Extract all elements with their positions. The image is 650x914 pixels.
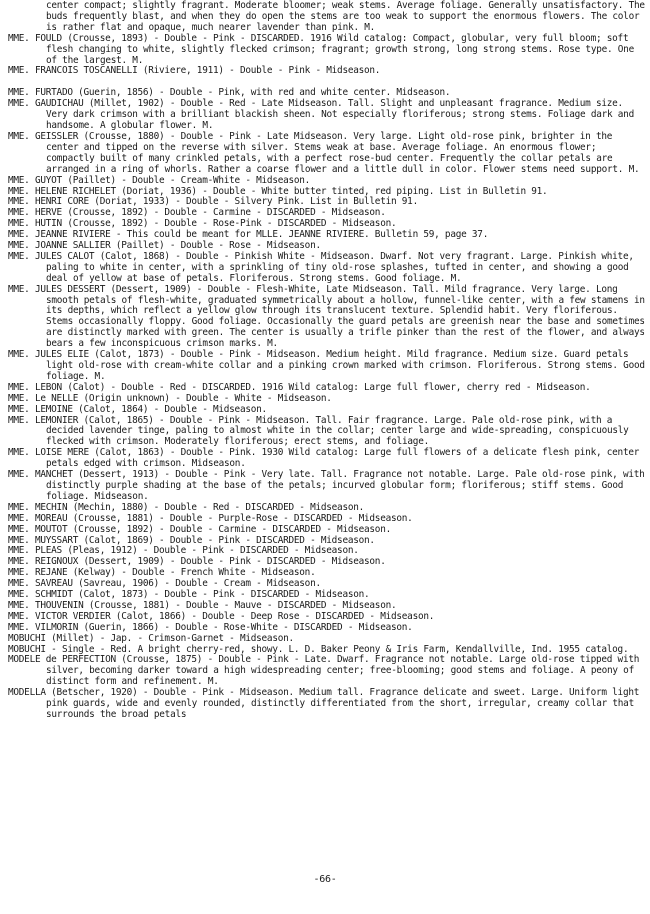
list-item: MME. GEISSLER (Crousse, 1880) - Double - Pink - Late Midseason. Very large. Light old-rose pink, brighter in the center and tipped on the reverse with silver. Stems weak at base. Average foliage. An enormous flower; compactly built of many crinkled petals, with a perfect rose-bud center. Frequently the collar petals are arranged in a ring of whorls. Rather a coarse flower and a little dull in color. Flower stems need support. M.: [8, 130, 640, 175]
list-item: MME. LEMONIER (Calot, 1865) - Double - Pink - Midseason. Tall. Fair fragrance. Large. Pale old-rose pink, with a decided lavender tinge, paling to almost white in the collar; center large and wide-spreading, conspicuously flecked with crimson. Moderately floriferous; erect stems, and foliage.: [8, 414, 629, 448]
list-item: MME. PLEAS (Pleas, 1912) - Double - Pink - DISCARDED - Midseason.: [8, 545, 359, 557]
list-item: MME. FURTADO (Guerin, 1856) - Double - Pink, with red and white center. Midseason.: [8, 87, 451, 99]
list-item: MME. HERVE (Crousse, 1892) - Double - Carmine - DISCARDED - Midseason.: [8, 207, 386, 219]
list-item: MME. JULES CALOT (Calot, 1868) - Double - Pinkish White - Midseason. Dwarf. Not very fragrant. Large. Pinkish white, paling to white in center, with a sprinkling of tiny old-rose splashes, tufted in center, and showing a good deal of yellow at base of petals. Floriferous. Strong stems. Good foliage. M.: [8, 250, 634, 284]
list-item: MME. VICTOR VERDIER (Calot, 1866) - Double - Deep Rose - DISCARDED - Midseason.: [8, 610, 435, 622]
list-item: MME. MOUTOT (Crousse, 1892) - Double - Carmine - DISCARDED - Midseason.: [8, 523, 391, 535]
list-item: MME. REIGNOUX (Dessert, 1909) - Double - Pink - DISCARDED - Midseason.: [8, 556, 386, 568]
list-item: MME. LOISE MERE (Calot, 1863) - Double - Pink. 1930 Wild catalog: Large full flowers of a delicate flesh pink, center petals edged with crimson. Midseason.: [8, 447, 640, 470]
list-item: MME. MECHIN (Mechin, 1880) - Double - Red - DISCARDED - Midseason.: [8, 501, 365, 513]
list-item: MOBUCHI (Millet) - Jap. - Crimson-Garnet - Midseason.: [8, 632, 294, 644]
list-item: MME. LEBON (Calot) - Double - Red - DISCARDED. 1916 Wild catalog: Large full flower, cherry red - Midseason.: [8, 381, 591, 393]
list-item: MOBUCHI - Single - Red. A bright cherry-red, showy. L. D. Baker Peony & Iris Farm, Kendallville, Ind. 1955 catalog.: [8, 643, 629, 655]
list-item: MME. MOREAU (Crousse, 1881) - Double - Purple-Rose - DISCARDED - Midseason.: [8, 512, 413, 524]
list-item: MODELE de PERFECTION (Crousse, 1875) - Double - Pink - Late. Dwarf. Fragrance not notable. Large old-rose tipped with silver, becoming darker toward a high widespreading center; free-blooming; good stems and foliage. A peony of distinct form and refinement. M.: [8, 654, 640, 688]
entry-list: [6, 1, 646, 721]
list-item: MME. VILMORIN (Guerin, 1866) - Double - Rose-White - DISCARDED - Midseason.: [8, 621, 413, 633]
list-item: MME. GUYOT (Paillet) - Double - Cream-White - Midseason.: [8, 174, 311, 186]
list-item: MME. JULES DESSERT (Dessert, 1909) - Double - Flesh-White, Late Midseason. Tall. Mild fragrance. Very large. Long smooth petals of flesh-white, graduated symmetrically about a hollow, funnel-like center, with a few stamens in its depths, which reflect a yellow glow through its translucent texture. Splendid habit. Very floriferous. Stems occasionally floppy. Good foliage. Occasionally the guard petals are greenish near the base and sometimes are distinctly marked with green. The center is usually a trifle pinker than the rest of the flower, and always bears a few inconspicuous crimson marks. M.: [8, 283, 645, 350]
list-item: MME. HENRI CORE (Doriat, 1933) - Double - Silvery Pink. List in Bulletin 91.: [8, 196, 418, 208]
list-item: MME. LEMOINE (Calot, 1864) - Double - Midseason.: [8, 403, 267, 415]
list-item: MME. FOULD (Crousse, 1893) - Double - Pink - DISCARDED. 1916 Wild catalog: Compact, globular, very full bloom; soft flesh changing to white, slightly flecked crimson; fragrant; growth strong, long strong stems. Rose type. One of the largest. M.: [8, 32, 634, 66]
list-item: MME. Le NELLE (Origin unknown) - Double - White - Midseason.: [8, 392, 332, 404]
list-item: center compact; slightly fragrant. Moderate bloomer; weak stems. Average foliage. Generally unsatisfactory. The buds frequently blast, and when they do open the stems are too weak to support the enormous flowers. The color is rather flat and opaque, much nearer lavender than pink. M.: [46, 0, 645, 33]
list-item: MME. JOANNE SALLIER (Paillet) - Double - Rose - Midseason.: [8, 240, 321, 252]
list-item: MME. HUTIN (Crousse, 1892) - Double - Rose-Pink - DISCARDED - Midseason.: [8, 218, 397, 230]
list-item: MME. MUYSSART (Calot, 1869) - Double - Pink - DISCARDED - Midseason.: [8, 534, 375, 546]
list-item: MME. MANCHET (Dessert, 1913) - Double - Pink - Very late. Tall. Fragrance not notable. Large. Pale old-rose pink, with distinctly purple shading at the base of the petals; incurved globular form; floriferous; stiff stems. Good foliage. Midseason.: [8, 469, 645, 502]
list-item: MME. THOUVENIN (Crousse, 1881) - Double - Mauve - DISCARDED - Midseason.: [8, 599, 397, 611]
list-item: MME. SCHMIDT (Calot, 1873) - Double - Pink - DISCARDED - Midseason.: [8, 589, 370, 601]
list-item: MME. GAUDICHAU (Millet, 1902) - Double - Red - Late Midseason. Tall. Slight and unpleasant fragrance. Medium size. Very dark crimson with a brilliant blackish sheen. Not especially floriferous; strong stems. Foliage dark and handsome. A globular flower. M.: [8, 98, 634, 132]
page-number: -66-: [313, 874, 337, 885]
list-item: MME. HELENE RICHELET (Doriat, 1936) - Double - White butter tinted, red piping. List in Bulletin 91.: [8, 185, 548, 197]
list-item: MME. JULES ELIE (Calot, 1873) - Double - Pink - Midseason. Medium height. Mild fragrance. Medium size. Guard petals light old-rose with cream-white collar and a pinking crown marked with crimson. Floriferous. Strong stems. Good foliage. M.: [8, 349, 645, 382]
list-item: MME. REJANE (Kelway) - Double - French White - Midseason.: [8, 567, 316, 579]
list-item: MODELLA (Betscher, 1920) - Double - Pink - Midseason. Medium tall. Fragrance delicate and sweet. Large. Uniform light pink guards, wide and evenly rounded, distinctly differentiated from the short, irregular, creamy collar that surrounds the broad petals: [8, 687, 640, 720]
list-item: MME. FRANCOIS TOSCANELLI (Riviere, 1911) - Double - Pink - Midseason.: [8, 65, 381, 77]
list-item: MME. SAVREAU (Savreau, 1906) - Double - Cream - Midseason.: [8, 578, 321, 590]
list-item: MME. JEANNE RIVIERE - This could be meant for MLLE. JEANNE RIVIERE. Bulletin 59, page 37.: [8, 229, 489, 241]
